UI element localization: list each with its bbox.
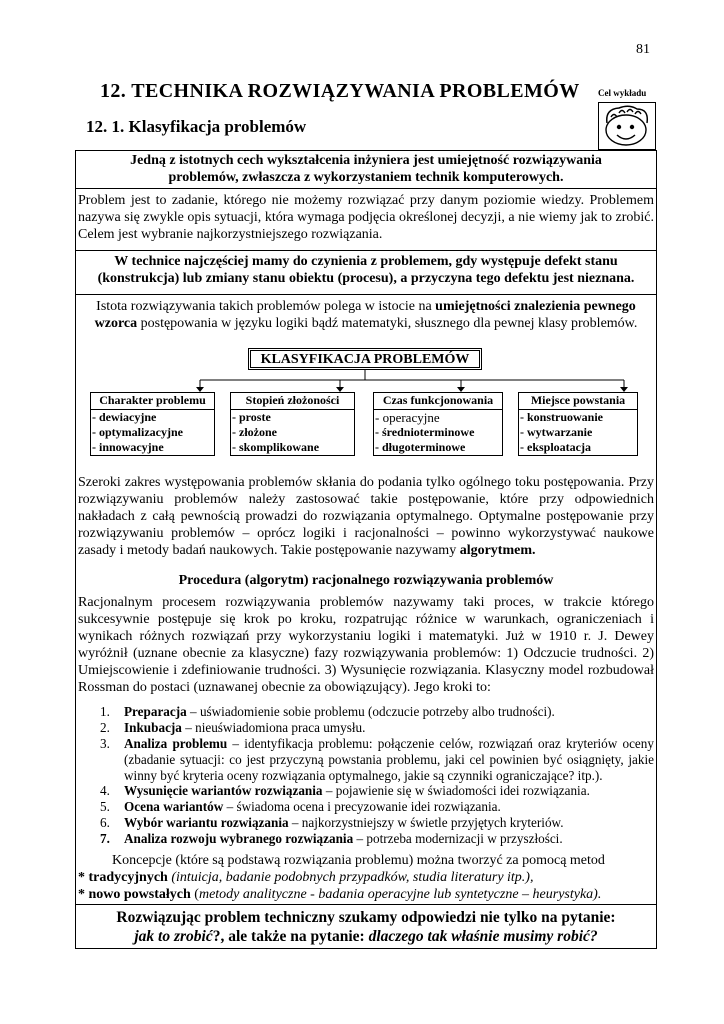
essence-bold-2: wzorca xyxy=(94,316,138,331)
step-name: Wysunięcie wariantów rozwiązania xyxy=(124,783,323,798)
category-item: - optymalizacyjne xyxy=(92,425,183,439)
classification-connectors xyxy=(76,370,656,394)
step-name: Ocena wariantów xyxy=(124,799,224,814)
category-header: Charakter problemu xyxy=(91,393,214,410)
step-name: Preparacja xyxy=(124,704,187,719)
step-name: Analiza problemu xyxy=(124,736,228,751)
technical-statement xyxy=(76,250,656,292)
smiley-face-icon xyxy=(598,102,656,150)
category-item: - eksploatacja xyxy=(520,440,591,454)
cel-label: Cel wykładu xyxy=(598,88,647,98)
category-item: - złożone xyxy=(232,425,277,439)
step-number: 6. xyxy=(100,815,110,830)
concepts-line-new xyxy=(78,886,656,903)
category-box-charakter xyxy=(90,392,215,456)
step-number: 4. xyxy=(100,783,110,798)
final-question-1: jak to zrobić xyxy=(134,928,213,945)
category-item: - długoterminowe xyxy=(375,440,466,454)
step-name: Inkubacja xyxy=(124,720,182,735)
step-number: 3. xyxy=(100,736,110,751)
concepts-term-2: * nowo powstałych xyxy=(78,887,191,902)
essence-bold: umiejętności znalezienia pewnego xyxy=(435,299,636,314)
essence-text: Istota rozwiązywania takich problemów polega w istocie na xyxy=(96,299,436,314)
category-header: Stopień złożoności xyxy=(231,393,354,410)
intro-statement xyxy=(76,152,656,186)
concepts-line-traditional xyxy=(78,869,656,886)
section-title: 12. 1. Klasyfikacja problemów xyxy=(86,117,307,136)
category-item: - innowacyjne xyxy=(92,440,164,454)
category-header: Czas funkcjonowania xyxy=(374,393,502,410)
steps-list xyxy=(76,704,656,844)
step-desc: – uświadomienie sobie problemu (odczucie potrzeby albo trudności). xyxy=(186,704,555,719)
problem-definition: Problem jest to zadanie, którego nie możemy rozwiązać przy danym poziomie wiedzy. Problemem nazywa się zwykle opis sytuacji, która wymaga podjęcia określonej decyzji, a nie wiemy jak to zrobić. Celem jest wybranie najkorzystniejszego rozwiązania. xyxy=(76,188,656,248)
step-number: 2. xyxy=(100,720,110,735)
category-item: - dewiacyjne xyxy=(92,410,157,424)
category-item: - skomplikowane xyxy=(232,440,320,454)
category-header: Miejsce powstania xyxy=(519,393,637,410)
concepts-desc-1: (intuicja, badanie podobnych przypadków, studia literatury itp.), xyxy=(167,870,534,885)
category-box-miejsce xyxy=(518,392,638,456)
tech-line-1: W technice najczęściej mamy do czynienia z problemem, gdy występuje defekt stanu xyxy=(114,254,618,269)
step-desc: – nieuświadomiona praca umysłu. xyxy=(181,720,366,735)
category-item: - konstruowanie xyxy=(520,410,604,424)
page-number: 81 xyxy=(636,42,650,57)
step-desc: – pojawienie się w świadomości idei rozwiązania. xyxy=(322,783,590,798)
step-number: 7. xyxy=(100,831,110,846)
concepts-intro: Koncepcje (które są podstawą rozwiązania problemu) można tworzyć za pomocą metod xyxy=(112,853,605,868)
step-name: Wybór wariantu rozwiązania xyxy=(124,815,289,830)
chapter-title: 12. TECHNIKA ROZWIĄZYWANIA PROBLEMÓW xyxy=(100,80,580,102)
category-item: - proste xyxy=(232,410,271,424)
wide-scope-paragraph xyxy=(76,474,656,559)
final-mid: ?, ale także na pytanie: xyxy=(212,928,369,945)
concepts-term-1: * tradycyjnych xyxy=(78,870,168,885)
concepts-paren: ( xyxy=(190,887,199,902)
final-line-2 xyxy=(76,927,656,946)
step-desc: – najkorzystniejszy w świetle przyjętych kryteriów. xyxy=(288,815,564,830)
step-number: 5. xyxy=(100,799,110,814)
final-line-1: Rozwiązując problem techniczny szukamy odpowiedzi nie tylko na pytanie: xyxy=(116,909,616,926)
category-box-czas xyxy=(373,392,503,456)
category-item: - wytwarzanie xyxy=(520,425,593,439)
step-desc: – potrzeba modernizacji w przyszłości. xyxy=(353,831,563,846)
wide-scope-text: Szeroki zakres występowania problemów skłania do podania tylko ogólnego toku postępowania. Przy rozwiązywaniu problemów należy zastosować takie postępowanie, które przy odpowiednich nakładach z całą pewnością prowadzi do rozwiązania optymalnego. Optymalne postępowanie przy rozwiązywaniu problemów – oprócz logiki i racjonalności – powinno wykorzystywać naukowe zasady i metody badań naukowych. Takie postępowanie nazywamy xyxy=(78,475,654,558)
step-desc: – świadoma ocena i precyzowanie idei rozwiązania. xyxy=(223,799,501,814)
essence-paragraph xyxy=(76,294,656,332)
step-desc: – identyfikacja problemu: połączenie celów, rozwiązań oraz kryteriów oceny (zbadanie sytuacji: co jest przyczyną powstania problemu, jaki cel powinien być osiągnięty, jakie winny być kryteria oceny rozwiązania optymalnego, jakie są czynniki ograniczające? itp.). xyxy=(124,736,654,783)
step-number: 1. xyxy=(100,704,110,719)
final-statement xyxy=(76,904,656,946)
classification-title: KLASYFIKACJA PROBLEMÓW xyxy=(248,348,482,370)
essence-text-2: postępowania w języku logiki bądź matematyki, słusznego dla pewnej klasy problemów. xyxy=(137,316,638,331)
category-item: - operacyjne xyxy=(375,410,440,425)
tech-line-2: (konstrukcja) lub zmiany stanu obiektu (procesu), a przyczyna tego defektu jest nieznana. xyxy=(97,271,635,286)
category-box-stopien xyxy=(230,392,355,456)
procedure-title: Procedura (algorytm) racjonalnego rozwiązywania problemów xyxy=(178,573,554,588)
concepts-paragraph xyxy=(76,852,656,903)
algorithm-term: algorytmem. xyxy=(459,543,536,558)
step-name: Analiza rozwoju wybranego rozwiązania xyxy=(124,831,354,846)
final-question-2: dlaczego tak właśnie musimy robić? xyxy=(368,928,598,945)
procedure-paragraph: Racjonalnym procesem rozwiązywania problemów nazywamy taki proces, w trakcie którego sukcesywnie postępuje się krok po kroku, rozpatrując różnice w warunkach, ograniczeniach i wynikach różnych rozwiązań przy wykorzystaniu logiki i matematyki. Już w 1910 r. J. Dewey wyróżnił (uznane obecnie za klasyczne) fazy rozwiązywania problemów: 1) Odczucie trudności. 2) Umiejscowienie i zdefiniowanie trudności. 3) Wysunięcie rozwiązania. Klasyczny model rozbudował Rossman do postaci (uznawanej obecnie za obowiązujący). Jego kroki to: xyxy=(78,595,654,695)
concepts-desc-2: metody analityczne - badania operacyjne lub syntetyczne – heurystyka). xyxy=(198,887,602,902)
intro-line-2: problemów, zwłaszcza z wykorzystaniem technik komputerowych. xyxy=(168,170,564,185)
intro-line-1: Jedną z istotnych cech wykształcenia inżyniera jest umiejętność rozwiązywania xyxy=(130,153,602,168)
category-item: - średnioterminowe xyxy=(375,425,475,439)
